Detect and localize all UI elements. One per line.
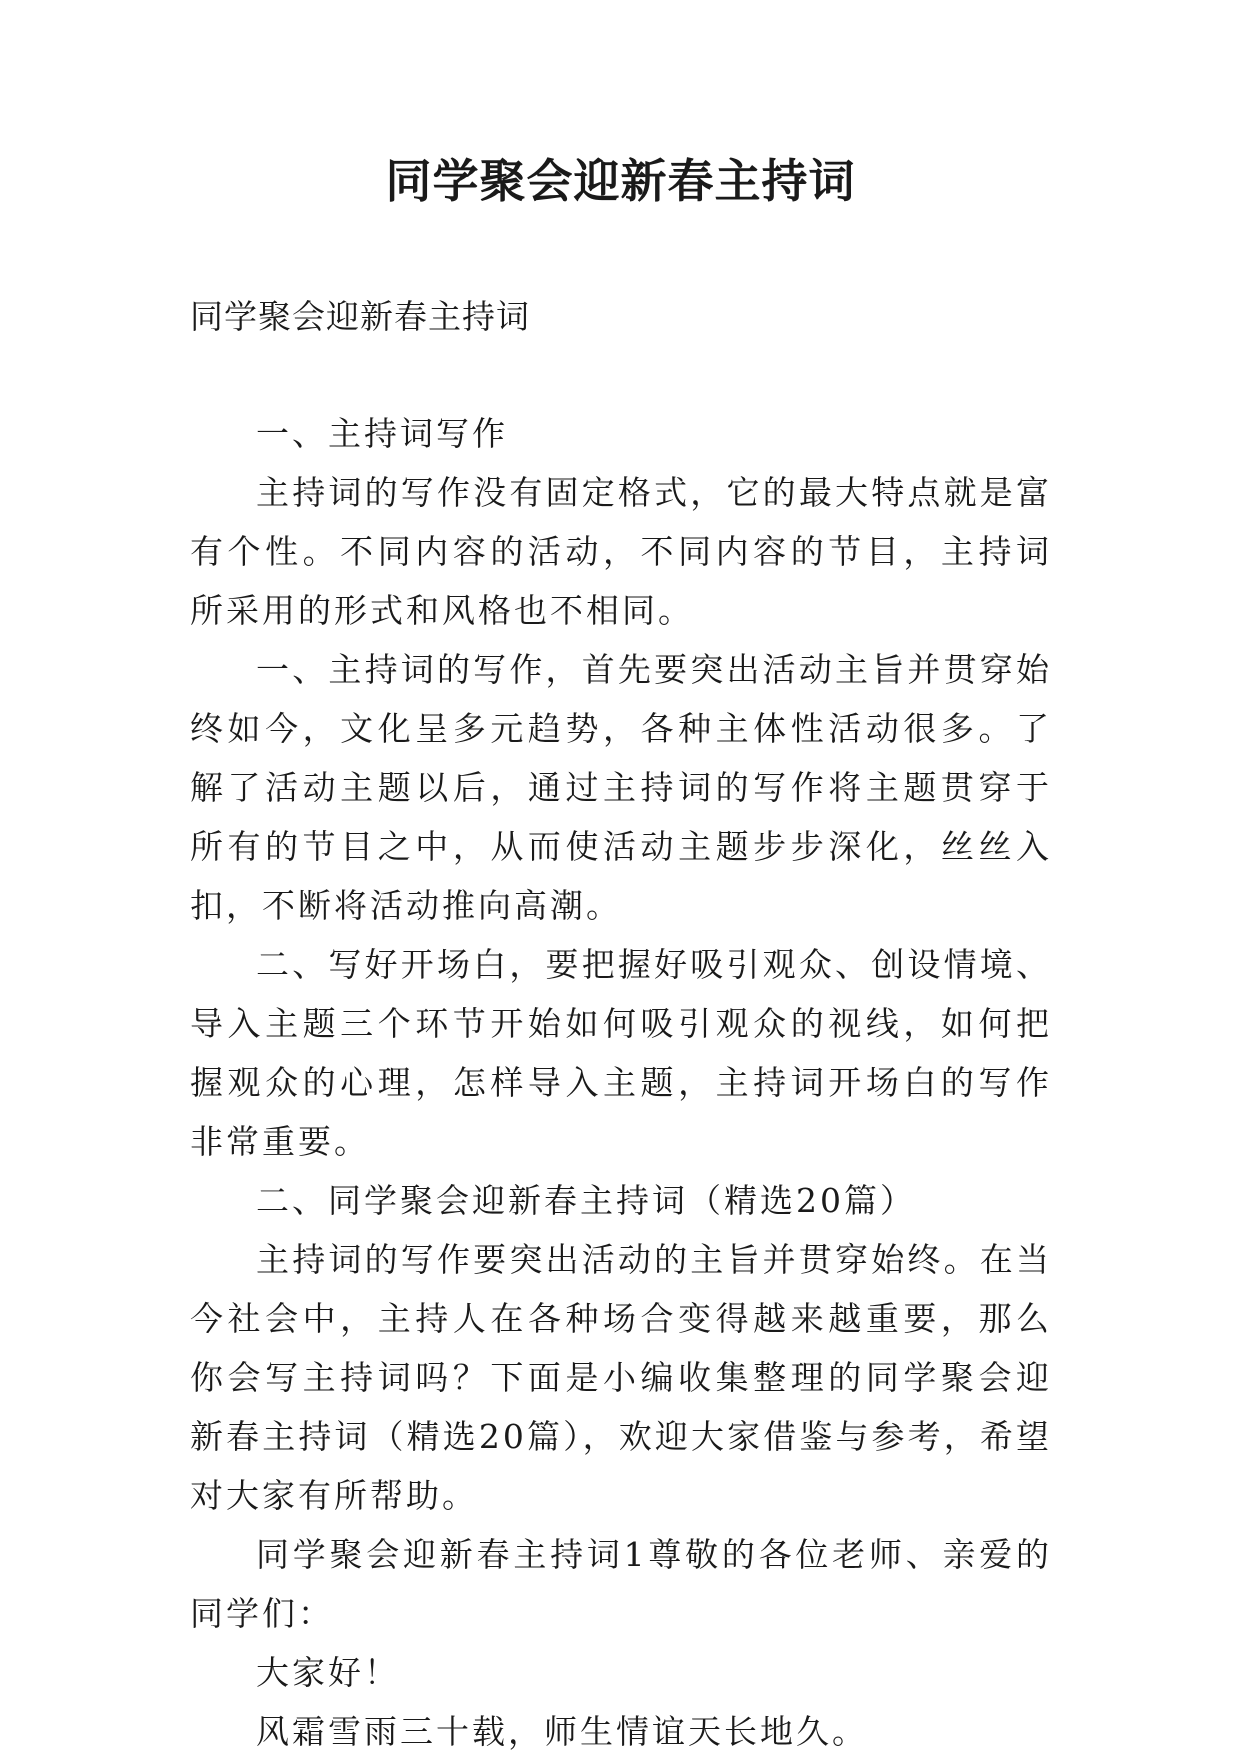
body-paragraph: 同学聚会迎新春主持词1尊敬的各位老师、亲爱的同学们： [190, 1535, 1052, 1633]
document-subtitle: 同学聚会迎新春主持词 [190, 297, 530, 336]
body-paragraph: 大家好！ [256, 1653, 400, 1692]
body-paragraph: 主持词的写作没有固定格式，它的最大特点就是富有个性。不同内容的活动，不同内容的节目，主持词所采用的形式和风格也不相同。 [190, 473, 1052, 630]
body-paragraph: 主持词的写作要突出活动的主旨并贯穿始终。在当今社会中，主持人在各种场合变得越来越重要，那么你会写主持词吗？下面是小编收集整理的同学聚会迎新春主持词（精选20篇），欢迎大家借鉴与参考，希望对大家有所帮助。 [190, 1240, 1052, 1515]
body-paragraph: 风霜雪雨三十载，师生情谊天长地久。 [256, 1712, 868, 1751]
document-body [190, 404, 1052, 1761]
body-paragraph: 二、写好开场白，要把握好吸引观众、创设情境、导入主题三个环节开始如何吸引观众的视线，如何把握观众的心理，怎样导入主题，主持词开场白的写作非常重要。 [190, 945, 1052, 1161]
body-paragraph: 一、主持词写作 [256, 414, 508, 453]
document-title: 同学聚会迎新春主持词 [385, 154, 856, 208]
body-paragraph: 一、主持词的写作，首先要突出活动主旨并贯穿始终如今，文化呈多元趋势，各种主体性活动很多。了解了活动主题以后，通过主持词的写作将主题贯穿于所有的节目之中，从而使活动主题步步深化，丝丝入扣，不断将活动推向高潮。 [190, 650, 1052, 925]
body-paragraph: 二、同学聚会迎新春主持词（精选20篇） [256, 1181, 916, 1220]
